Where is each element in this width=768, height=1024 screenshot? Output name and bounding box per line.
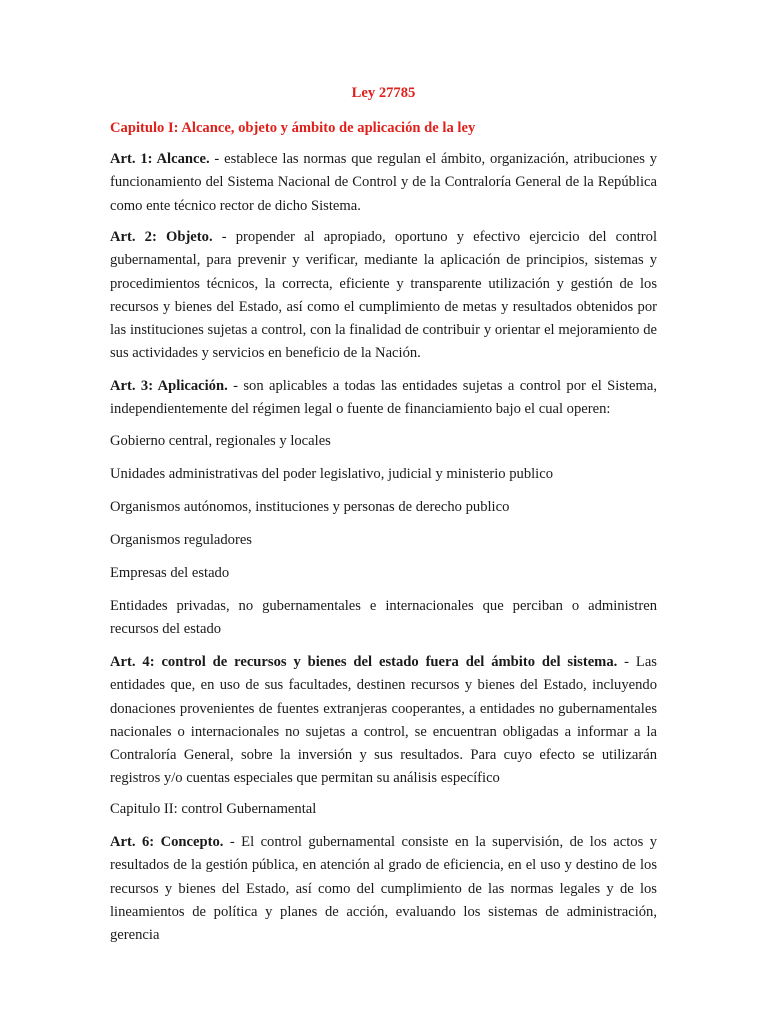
article-2-label: Art. 2: Objeto. xyxy=(110,229,213,245)
article-1 xyxy=(110,148,657,218)
list-item: Empresas del estado xyxy=(110,565,230,581)
article-3 xyxy=(110,375,657,422)
article-6-text: - El control gubernamental consiste en la supervisión, de los actos y resultados de la gestión pública, en atención al grado de eficiencia, en el uso y destino de los recursos y bienes del Estado, así como del cumplimiento de las normas legales y de los lineamientos de política y planes de acción, evaluando los sistemas de administración, gerencia xyxy=(110,834,657,944)
list-item: Organismos autónomos, instituciones y personas de derecho publico xyxy=(110,499,510,515)
list-item: Unidades administrativas del poder legislativo, judicial y ministerio publico xyxy=(110,466,553,482)
article-3-label: Art. 3: Aplicación. xyxy=(110,378,228,394)
article-4-text: - Las entidades que, en uso de sus facultades, destinen recursos y bienes del Estado, incluyendo donaciones provenientes de fuentes extranjeras cooperantes, a entidades no gubernamentales nacionales o internacionales no sujetas a control, se encuentran obligadas a informar a la Contraloría General, sobre la inversión y sus resultados. Para cuyo efecto se utilizarán registros y/o cuentas especiales que permitan su análisis específico xyxy=(110,654,657,787)
article-6 xyxy=(110,831,657,947)
article-3-text: - son aplicables a todas las entidades sujetas a control por el Sistema, independientemente del régimen legal o fuente de financiamiento bajo el cual operen: xyxy=(110,378,657,418)
article-1-text: - establece las normas que regulan el ámbito, organización, atribuciones y funcionamiento del Sistema Nacional de Control y de la Contraloría General de la República como ente técnico rector de dicho Sistema. xyxy=(110,151,657,214)
document-title: Ley 27785 xyxy=(351,85,416,101)
list-item: Entidades privadas, no gubernamentales e internacionales que perciban o administren recursos del estado xyxy=(110,598,657,638)
article-1-label: Art. 1: Alcance. xyxy=(110,151,210,167)
article-6-label: Art. 6: Concepto. xyxy=(110,834,224,850)
chapter-1-heading: Capitulo I: Alcance, objeto y ámbito de aplicación de la ley xyxy=(110,120,476,136)
list-item: Gobierno central, regionales y locales xyxy=(110,433,331,449)
article-4-label: Art. 4: control de recursos y bienes del estado fuera del ámbito del sistema. xyxy=(110,654,618,670)
article-2-text: - propender al apropiado, oportuno y efectivo ejercicio del control gubernamental, para prevenir y verificar, mediante la aplicación de principios, sistemas y procedimientos técnicos, la correcta, eficiente y transparente utilización y gestión de los recursos y bienes del Estado, así como el cumplimiento de metas y resultados obtenidos por las instituciones sujetas a control, con la finalidad de contribuir y orientar el mejoramiento de sus actividades y servicios en beneficio de la Nación. xyxy=(110,229,658,362)
article-4 xyxy=(110,651,657,791)
list-item: Organismos reguladores xyxy=(110,532,252,548)
article-2 xyxy=(110,226,657,366)
chapter-2-heading: Capitulo II: control Gubernamental xyxy=(110,801,317,817)
